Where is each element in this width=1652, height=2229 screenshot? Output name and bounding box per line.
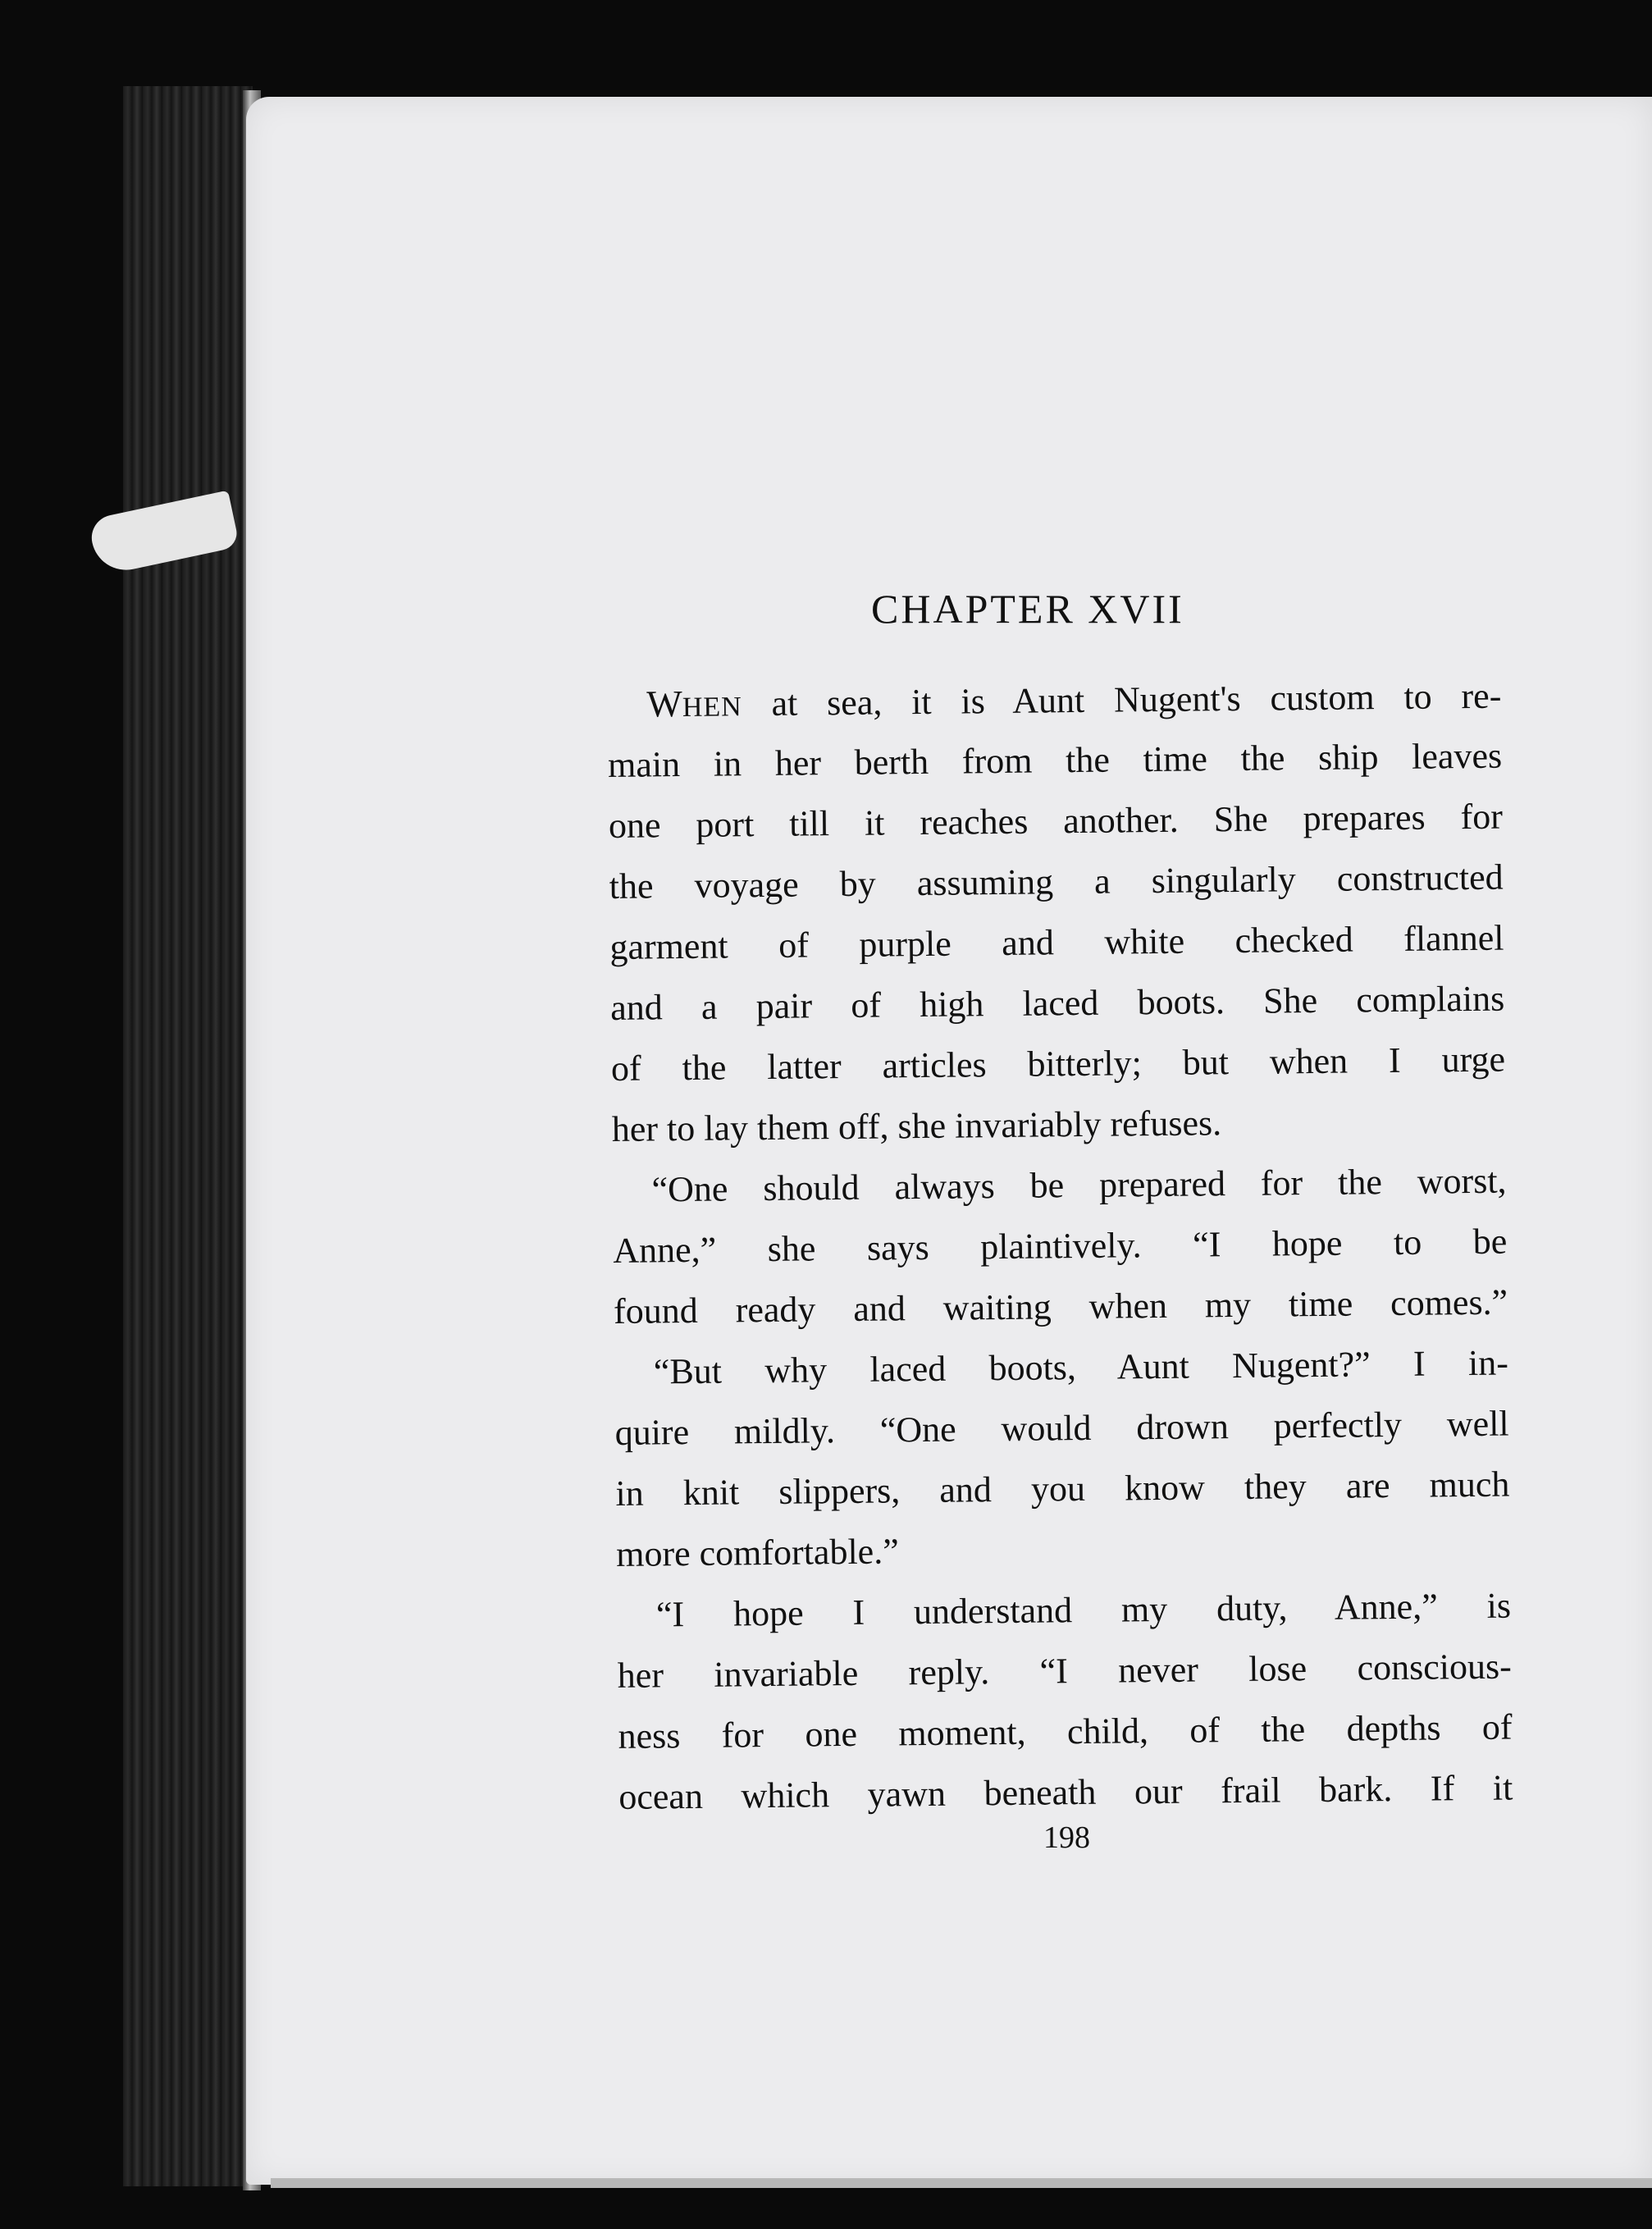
text-line	[607, 665, 1502, 735]
page-bottom-edge	[271, 2178, 1652, 2188]
text-line: and a pair of high laced boots. She complains	[610, 978, 1505, 1028]
text-line: ness for one moment, child, of the depths of	[618, 1706, 1513, 1756]
text-line: found ready and waiting when my time comes.”	[613, 1281, 1508, 1331]
body-text	[607, 665, 1513, 1828]
text-line: garment of purple and white checked flannel	[609, 917, 1504, 967]
page-number: 198	[1043, 1820, 1090, 1855]
text-line: main in her berth from the time the ship leaves	[607, 735, 1503, 785]
small-caps-initial: W	[646, 683, 683, 725]
chapter-heading: CHAPTER XVII	[871, 586, 1184, 632]
text-line: quire mildly. “One would drown perfectly well	[614, 1403, 1509, 1453]
text-line: “But why laced boots, Aunt Nugent?” I in-	[653, 1342, 1509, 1392]
text-line: of the latter articles bitterly; but when I urge	[610, 1039, 1506, 1089]
text-line: her to lay them off, she invariably refuses.	[611, 1103, 1222, 1149]
first-line-text: at sea, it is Aunt Nugent's custom to re-	[742, 675, 1502, 724]
book-spine	[123, 86, 253, 2186]
text-line: the voyage by assuming a singularly constructed	[609, 856, 1504, 907]
text-line: “One should always be prepared for the worst,	[651, 1160, 1507, 1210]
text-line: Anne,” she says plaintively. “I hope to be	[613, 1221, 1508, 1271]
text-line: ocean which yawn beneath our frail bark. If it	[618, 1767, 1513, 1817]
text-line: her invariable reply. “I never lose conscious-	[617, 1646, 1512, 1696]
text-line: “I hope I understand my duty, Anne,” is	[655, 1585, 1512, 1635]
small-caps-rest: HEN	[682, 692, 742, 724]
text-line: one port till it reaches another. She prepares for	[608, 796, 1504, 846]
text-line: in knit slippers, and you know they are much	[615, 1464, 1510, 1514]
text-line: more comfortable.”	[615, 1531, 899, 1574]
